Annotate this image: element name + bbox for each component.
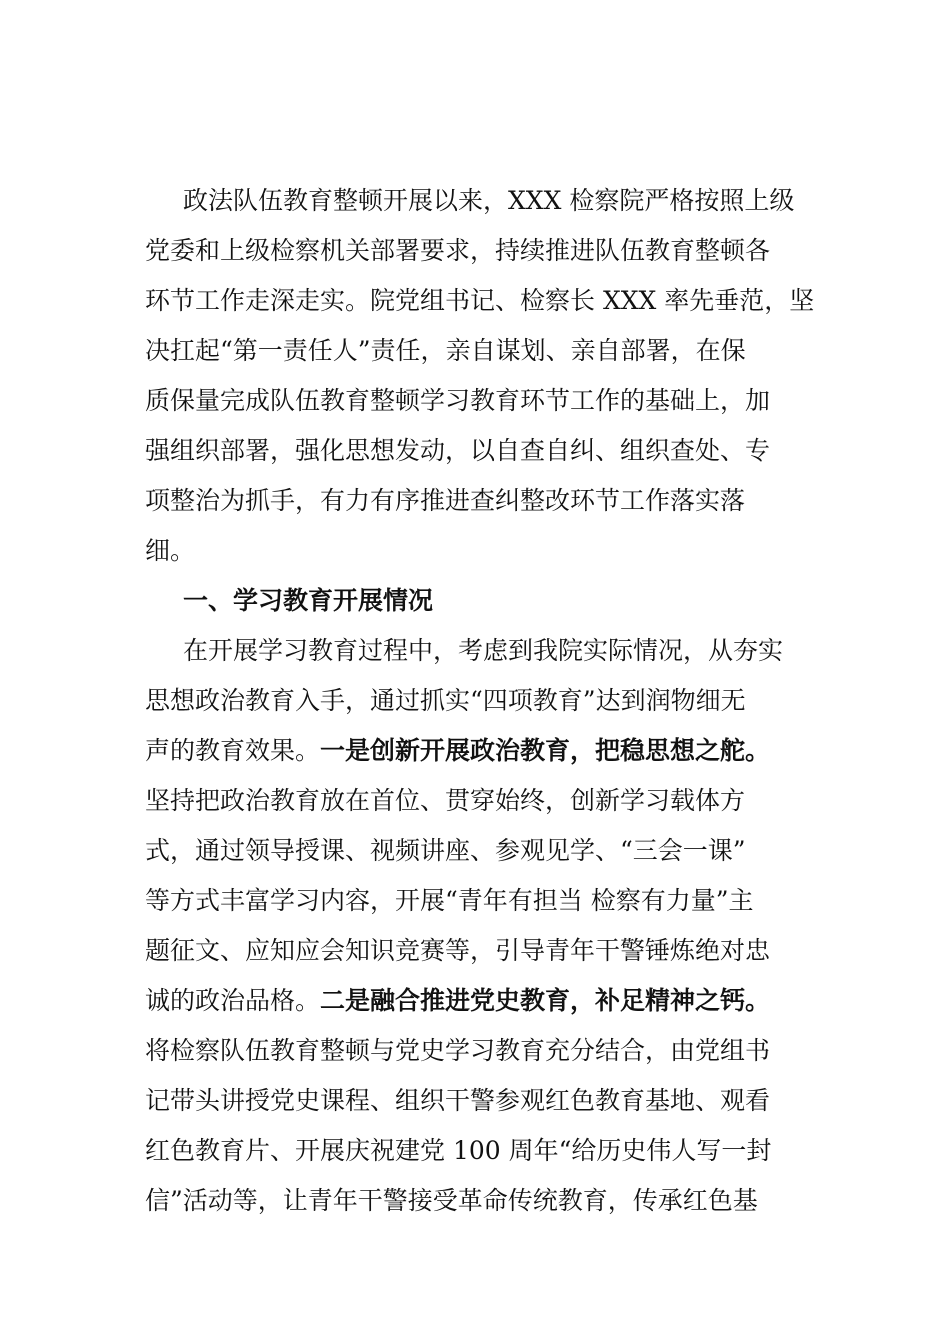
body-line: 思想政治教育入手，通过抓实“四项教育”达到润物细无 [145,686,746,715]
body-line: 信”活动等，让青年干警接受革命传统教育，传承红色基 [145,1186,758,1215]
body-text: 诚的政治品格。 [145,986,321,1015]
bold-point-title: 二是融合推进党史教育，补足精神之钙。 [320,986,771,1015]
body-text: 声的教育效果。 [145,736,321,765]
intro-line: 决扛起“第一责任人”责任，亲自谋划、亲自部署，在保 [145,336,746,365]
body-line-mixed [145,981,825,1021]
intro-line: 质保量完成队伍教育整顿学习教育环节工作的基础上，加 [145,386,771,415]
section-heading: 一、学习教育开展情况 [183,586,434,615]
body-line: 等方式丰富学习内容，开展“青年有担当 检察有力量”主 [145,886,754,915]
intro-line: 政法队伍教育整顿开展以来，XXX 检察院严格按照上级 [183,186,795,215]
body-line: 坚持把政治教育放在首位、贯穿始终，创新学习载体方 [145,786,746,815]
body-line-mixed [145,731,825,771]
body-line: 红色教育片、开展庆祝建党 100 周年“给历史伟人写一封 [145,1136,772,1165]
body-line: 式，通过领导授课、视频讲座、参观见学、“三会一课” [145,836,746,865]
intro-line: 党委和上级检察机关部署要求，持续推进队伍教育整顿各 [145,236,771,265]
intro-line: 强组织部署，强化思想发动，以自查自纠、组织查处、专 [145,436,771,465]
intro-line: 环节工作走深走实。院党组书记、检察长 XXX 率先垂范，坚 [145,286,815,315]
intro-line: 细。 [145,536,196,565]
body-line: 将检察队伍教育整顿与党史学习教育充分结合，由党组书 [145,1036,771,1065]
body-line: 在开展学习教育过程中，考虑到我院实际情况，从夯实 [183,636,784,665]
body-line: 题征文、应知应会知识竞赛等，引导青年干警锤炼绝对忠 [145,936,771,965]
body-line: 记带头讲授党史课程、组织干警参观红色教育基地、观看 [145,1086,771,1115]
intro-line: 项整治为抓手，有力有序推进查纠整改环节工作落实落 [145,486,746,515]
bold-point-title: 一是创新开展政治教育，把稳思想之舵。 [320,736,771,765]
